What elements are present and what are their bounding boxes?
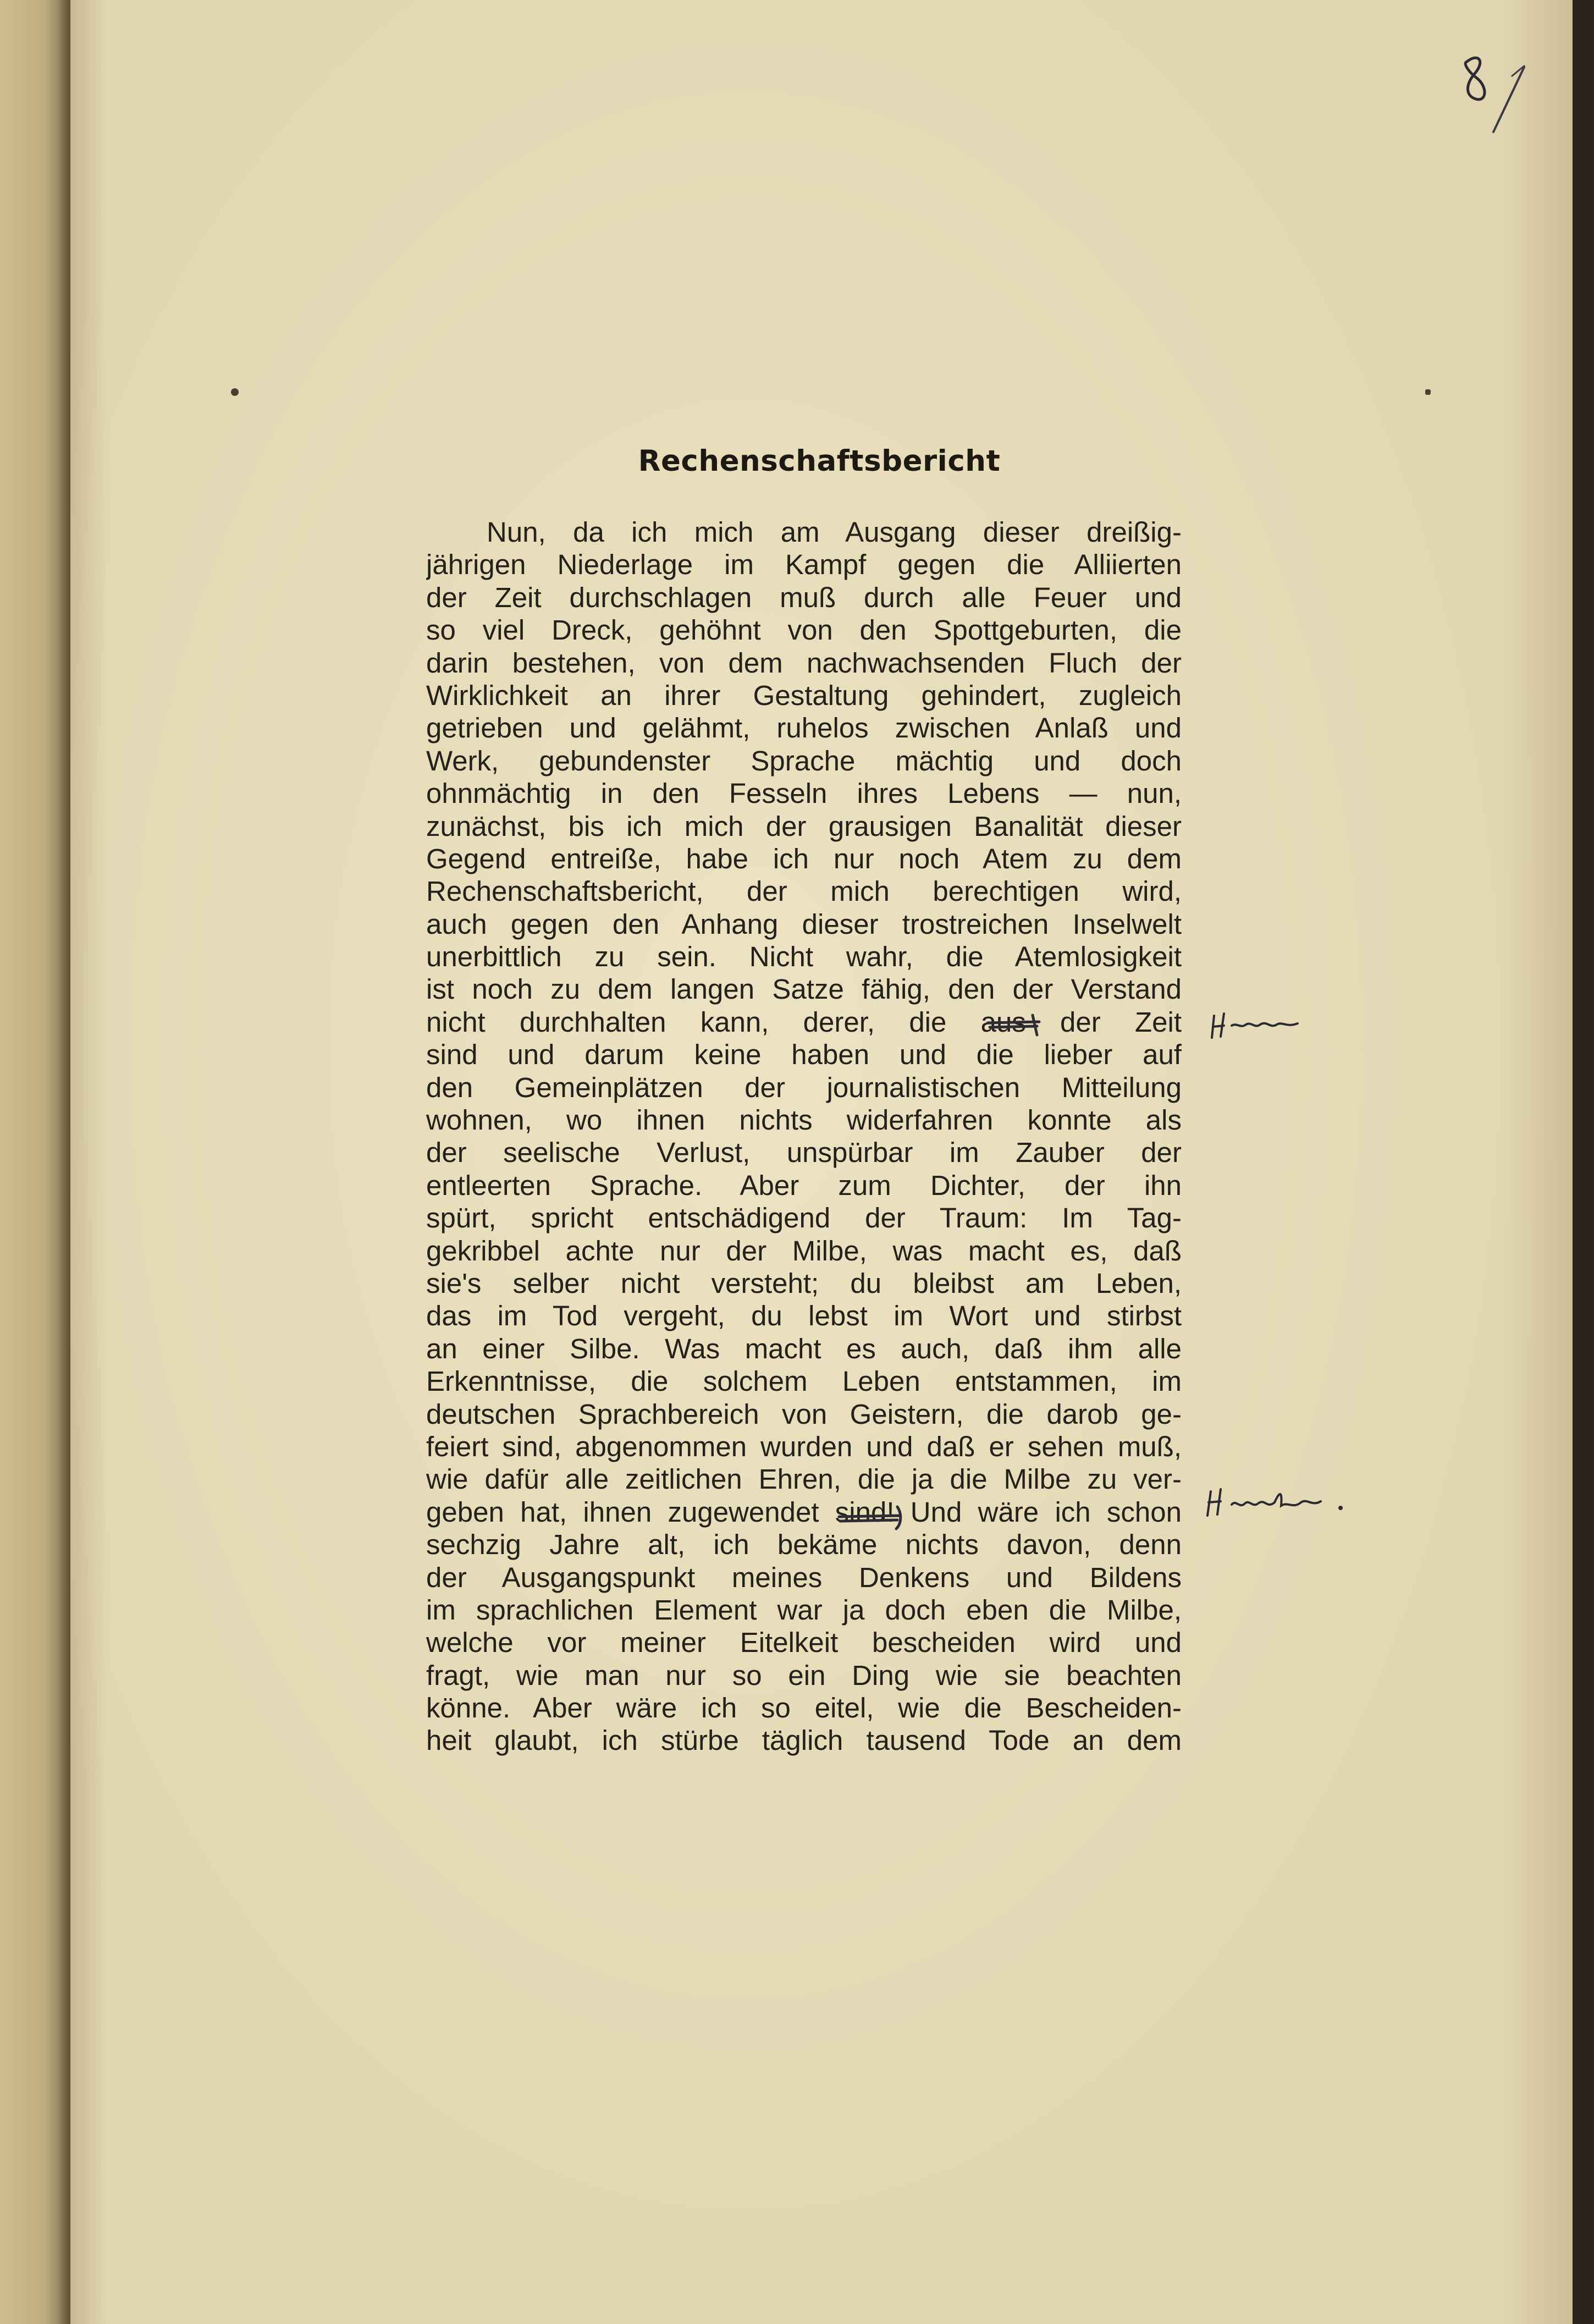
text-line: wie dafür alle zeitlichen Ehren, die ja die Milbe zu ver- <box>426 1463 1182 1495</box>
margin-note-2 <box>1205 1479 1348 1523</box>
text-line: spürt, spricht entschädigend der Traum: Im Tag- <box>426 1202 1182 1234</box>
text-line: welche vor meiner Eitelkeit bescheiden wird und <box>426 1627 1182 1659</box>
text-line: der seelische Verlust, unspürbar im Zauber der <box>426 1137 1182 1169</box>
scan-background-edge <box>1573 0 1594 2324</box>
text-line: feiert sind, abgenommen wurden und daß er sehen muß, <box>426 1430 1182 1462</box>
text-line: Gegend entreiße, habe ich nur noch Atem zu dem <box>426 842 1182 874</box>
text-line: Werk, gebundenster Sprache mächtig und doch <box>426 745 1182 776</box>
text-line: gekribbel achte nur der Milbe, was macht es, daß <box>426 1235 1182 1266</box>
text-line: im sprachlichen Element war ja doch eben die Milbe, <box>426 1594 1182 1626</box>
text-line: ist noch zu dem langen Satze fähig, den der Verstand <box>426 973 1182 1005</box>
text-line: könne. Aber wäre ich so eitel, wie die Bescheiden- <box>426 1692 1182 1724</box>
text-line: zunächst, bis ich mich der grausigen Banalität dieser <box>426 810 1182 842</box>
body-text <box>426 516 1182 1757</box>
text-line: geben hat, ihnen zugewendet sind! Und wäre ich schon <box>426 1496 1182 1528</box>
handwritten-strikethrough <box>984 1011 1045 1038</box>
text-line: der Ausgangspunkt meines Denkens und Bildens <box>426 1561 1182 1593</box>
text-line: ohnmächtig in den Fesseln ihres Lebens — nun, <box>426 778 1182 809</box>
handwritten-strikethrough <box>836 1501 907 1532</box>
text-line: heit glaubt, ich stürbe täglich tausend Tode an dem <box>426 1725 1182 1756</box>
margin-note-1 <box>1210 1009 1303 1042</box>
text-line: getrieben und gelähmt, ruhelos zwischen Anlaß und <box>426 712 1182 744</box>
text-line: so viel Dreck, gehöhnt von den Spottgeburten, die <box>426 614 1182 646</box>
text-line: Wirklichkeit an ihrer Gestaltung gehindert, zugleich <box>426 679 1182 711</box>
text-line: auch gegen den Anhang dieser trostreichen Inselwelt <box>426 908 1182 940</box>
stray-mark <box>231 388 239 396</box>
text-line: sechzig Jahre alt, ich bekäme nichts davon, denn <box>426 1529 1182 1561</box>
handwritten-page-number <box>1452 49 1529 143</box>
text-line: Rechenschaftsbericht, der mich berechtigen wird, <box>426 875 1182 907</box>
document-title: Rechenschaftsbericht <box>638 444 1001 478</box>
text-line: deutschen Sprachbereich von Geistern, die darob ge- <box>426 1398 1182 1430</box>
text-line: an einer Silbe. Was macht es auch, daß ihm alle <box>426 1332 1182 1364</box>
stray-mark <box>1425 389 1431 395</box>
text-line: sie's selber nicht versteht; du bleibst am Leben, <box>426 1267 1182 1299</box>
text-line: jährigen Niederlage im Kampf gegen die Alliierten <box>426 549 1182 581</box>
text-line: Nun, da ich mich am Ausgang dieser dreißig- <box>487 516 1182 548</box>
text-line: das im Tod vergeht, du lebst im Wort und stirbst <box>426 1300 1182 1332</box>
text-line: darin bestehen, von dem nachwachsenden Fluch der <box>426 647 1182 679</box>
text-line: fragt, wie man nur so ein Ding wie sie beachten <box>426 1659 1182 1691</box>
text-line: unerbittlich zu sein. Nicht wahr, die Atemlosigkeit <box>426 941 1182 973</box>
text-line: Erkenntnisse, die solchem Leben entstammen, im <box>426 1365 1182 1397</box>
text-line: nicht durchhalten kann, derer, die aus der Zeit <box>426 1006 1182 1038</box>
text-line: sind und darum keine haben und die lieber auf <box>426 1039 1182 1071</box>
text-line: der Zeit durchschlagen muß durch alle Feuer und <box>426 581 1182 613</box>
text-line: wohnen, wo ihnen nichts widerfahren konnte als <box>426 1104 1182 1136</box>
text-line: entleerten Sprache. Aber zum Dichter, der ihn <box>426 1169 1182 1201</box>
text-line: den Gemeinplätzen der journalistischen Mitteilung <box>426 1071 1182 1103</box>
